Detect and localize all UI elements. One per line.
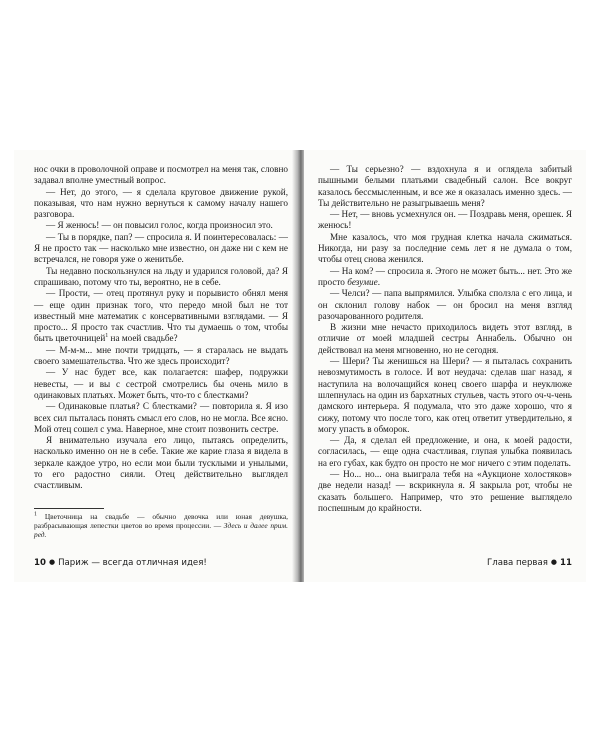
paragraph-text: — На ком? — спросила я. Этого не может быть... нет. Это же просто bbox=[318, 265, 572, 287]
left-page-text bbox=[34, 164, 288, 492]
book-spread bbox=[14, 150, 586, 582]
bullet-icon: ● bbox=[550, 558, 558, 566]
page-number: 11 bbox=[560, 558, 572, 568]
right-page-footer bbox=[487, 558, 572, 569]
paragraph: — Челси? — папа выпрямился. Улыбка сползла с его лица, и он склонил голову набок — он бросил на меня взгляд разочарованного родителя. bbox=[318, 288, 572, 321]
right-page bbox=[304, 150, 586, 582]
paragraph: — Ты серьезно? — вздохнула я и оглядела забитый пышными белыми платьями свадебный салон. Все вокруг казалось бессмысленным, и все же я оказалась именно здесь. — Ты действительно не разыгрываешь меня? bbox=[318, 164, 572, 208]
left-page-footer bbox=[34, 558, 207, 569]
paragraph: Я внимательно изучала его лицо, пытаясь определить, насколько именно он не в себе. Такие же карие глаза я видела в зеркале каждое утро, но если мои были тусклыми и унылыми, то его радостно сияли. Отец действительно выглядел счастливым. bbox=[34, 435, 288, 491]
paragraph: В жизни мне нечасто приходилось видеть этот взгляд, в отличие от моей младшей сестры Аннабель. Обычно он действовал на меня мгновенно, но не сегодня. bbox=[318, 322, 572, 355]
running-title: Париж — всегда отличная идея! bbox=[58, 558, 207, 568]
paragraph: Мне казалось, что моя грудная клетка начала сжиматься. Никогда, ни разу за последние семь лет я не думала о том, чтобы отец снова женился. bbox=[318, 231, 572, 265]
paragraph: — Да, я сделал ей предложение, и она, к моей радости, согласилась, — еще одна счастливая, глупая улыбка появилась на его губах, как будто он просто не мог ничего с этим поделать. bbox=[318, 435, 572, 468]
footnote-editor-note: Здесь и далее прим. ред. bbox=[34, 521, 288, 539]
bullet-icon: ● bbox=[48, 558, 56, 566]
paragraph bbox=[34, 288, 288, 344]
left-page bbox=[14, 150, 296, 582]
paragraph: — Я женюсь! — он повысил голос, когда произносил это. bbox=[46, 220, 273, 231]
paragraph: — Нет, до этого, — я сделала круговое движение рукой, показывая, что нам нужно вернуться к самому началу нашего разговора. bbox=[34, 186, 288, 220]
paragraph: — М-м-м... мне почти тридцать, — я старалась не выдать своего замешательства. Что же здесь происходит? bbox=[34, 344, 288, 367]
footnote-text: Цветочница на свадьбе — обычно девочка или юная девушка, разбрасывающая лепестки цветов во время процессии. — bbox=[34, 512, 288, 530]
paragraph-text: — Прости, — отец протянул руку и порывисто обнял меня — еще один признак того, что передо мной был не тот известный мне математик с консервативными взглядами. — Я просто... Я просто так счастлив. Что ты думаешь о том, чтобы быть цветочницей bbox=[34, 288, 288, 344]
paragraph: Ты недавно поскользнулся на льду и ударился головой, да? Я спрашиваю, потому что ты, вероятно, не в себе. bbox=[34, 265, 288, 287]
page-number: 10 bbox=[34, 558, 46, 568]
paragraph: — Шери? Ты женишься на Шери? — я пыталась сохранить невозмутимость в голосе. И вот неудача: сделав шаг назад, я наступила на волочащийся конец своего шарфа и неуклюже шлепнулась на один из бархатных стульев, часть этого оч-ч-чень дамского интерьера. Я подумала, что это даже хорошо, что я сижу, потому что после того, как отец ответит утвердительно, я могу упасть в обморок. bbox=[318, 356, 572, 434]
paragraph: — Ты в порядке, пап? — спросила я. И поинтересовалась: — Я не просто так — насколько мне известно, он даже ни с кем не встречался, не говоря уже о женитьбе. bbox=[34, 231, 288, 265]
footnote-marker: 1 bbox=[34, 511, 37, 518]
paragraph bbox=[318, 266, 572, 289]
paragraph: — Но... но... она выиграла тебя на «Аукционе холостяков» две недели назад! — вскрикнула я. Я закрыла рот, чтобы не сказать большего. Например, что это решение выглядело поспешным до крайности. bbox=[318, 469, 572, 513]
paragraph-text: на моей свадьбе? bbox=[110, 333, 178, 344]
paragraph: нос очки в проволочной оправе и посмотрел на меня так, словно задавал вполне уместный вопрос. bbox=[34, 164, 288, 186]
chapter-title: Глава первая bbox=[486, 558, 548, 568]
footnote-ref: 1 bbox=[105, 333, 109, 340]
footnote bbox=[34, 512, 288, 539]
paragraph: — Нет, — вновь усмехнулся он. — Поздравь меня, орешек. Я женюсь! bbox=[318, 209, 572, 231]
footnote-rule bbox=[34, 508, 104, 509]
italic-word: безумие bbox=[347, 276, 378, 287]
paragraph: — У нас будет все, как полагается: шафер, подружки невесты, — и вы с сестрой смотрелись бы очень мило в одинаковых платьях. Может быть, что-то с блестками? bbox=[34, 367, 288, 400]
paragraph-text: . bbox=[377, 276, 380, 287]
right-page-text bbox=[318, 164, 572, 514]
paragraph: — Одинаковые платья? С блестками? — повторила я. Я изо всех сил пыталась понять смысл его слов, но не могла. Все ясно. Мой отец сошел с ума. Наверное, мне стоит позвонить сестре. bbox=[34, 401, 288, 434]
